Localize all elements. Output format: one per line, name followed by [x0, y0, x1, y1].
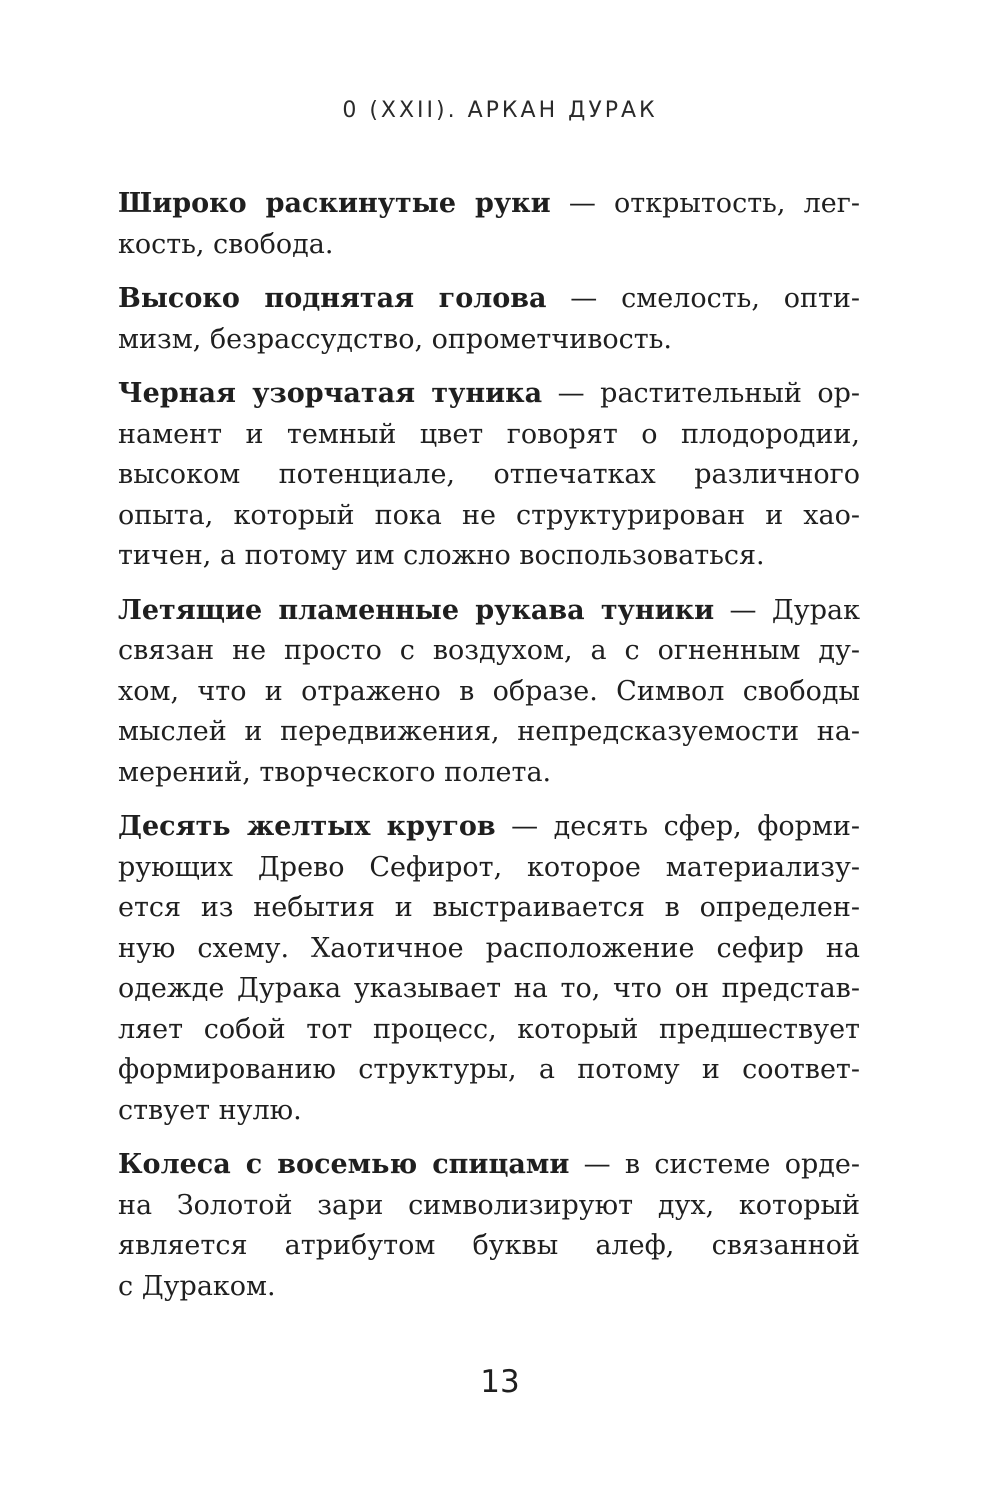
line-text: — смелость, опти-	[546, 283, 860, 314]
paragraph-line	[118, 591, 860, 632]
paragraph-line: на Золотой зари символизируют дух, который	[118, 1189, 860, 1221]
paragraph-line: мизм, безрассудство, опрометчивость.	[118, 323, 673, 355]
paragraph-wheels	[118, 1145, 860, 1307]
term-heading: Десять желтых кругов	[118, 811, 496, 842]
paragraph-line	[118, 374, 860, 415]
paragraph-line: связан не просто с воздухом, а с огненным ду-	[118, 635, 860, 666]
paragraph-line	[118, 184, 860, 225]
paragraph-line: является атрибутом буквы алеф, связанной	[118, 1230, 860, 1261]
line-text: — растительный ор-	[542, 378, 861, 409]
paragraph-line: намент и темный цвет говорят о плодородии,	[118, 418, 860, 450]
paragraph-line	[118, 1145, 860, 1186]
line-text: — десять сфер, форми-	[495, 811, 860, 842]
running-header: 0 (XXII). АРКАН ДУРАК	[342, 98, 658, 123]
paragraph-line: высоком потенциале, отпечатках различного	[118, 459, 860, 490]
paragraph-circles	[118, 807, 860, 1131]
paragraph-sleeves	[118, 591, 860, 794]
paragraph-line: ную схему. Хаотичное расположение сефир на	[118, 932, 860, 964]
paragraph-line	[118, 807, 860, 848]
line-text: — в системе орде-	[569, 1149, 860, 1180]
term-heading: Высоко поднятая голова	[118, 283, 547, 314]
line-text: — Дурак	[714, 594, 860, 626]
term-heading: Колеса с восемью спицами	[118, 1149, 570, 1180]
paragraph-line: ствует нулю.	[118, 1094, 302, 1126]
paragraph-head	[118, 279, 860, 360]
body-text	[118, 184, 860, 1321]
paragraph-line: с Дураком.	[118, 1270, 276, 1302]
page-number: 13	[480, 1364, 520, 1400]
paragraph-line: формированию структуры, а потому и соответ-	[118, 1054, 860, 1085]
term-heading: Черная узорчатая туника	[118, 378, 543, 409]
paragraph-line: ется из небытия и выстраивается в определен-	[118, 892, 860, 923]
paragraph-line: ляет собой тот процесс, который предшествует	[118, 1013, 860, 1045]
paragraph-line: рующих Древо Сефирот, которое материализу-	[118, 851, 860, 883]
paragraph-line: одежде Дурака указывает на то, что он представ-	[118, 973, 860, 1004]
term-heading: Широко раскинутые руки	[118, 188, 551, 219]
line-text: — открытость, лег-	[550, 188, 860, 219]
paragraph-line: тичен, а потому им сложно воспользоваться.	[118, 540, 765, 571]
paragraph-line: мерений, творческого полета.	[118, 756, 552, 788]
paragraph-arms	[118, 184, 860, 265]
paragraph-line: мыслей и передвижения, непредсказуемости на-	[118, 716, 860, 747]
paragraph-tunic	[118, 374, 860, 577]
paragraph-line: опыта, который пока не структурирован и хао-	[118, 499, 860, 531]
paragraph-line: хом, что и отражено в образе. Символ свободы	[118, 675, 860, 707]
paragraph-line: кость, свобода.	[118, 228, 334, 260]
term-heading: Летящие пламенные рукава туники	[118, 594, 715, 626]
paragraph-line	[118, 279, 860, 320]
